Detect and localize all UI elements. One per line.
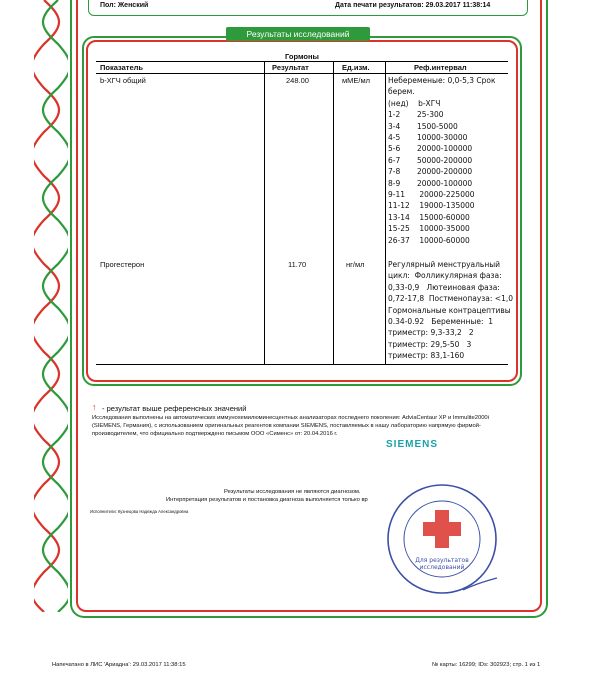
footer-printed: Напечатано в ЛИС 'Ариадна': 29.03.2017 11:38:15 [52, 662, 186, 668]
siemens-logo: SIEMENS [386, 439, 439, 450]
row-2-reference: Регулярный менструальный цикл: Фолликулярная фаза: 0,33-0,9 Лютеиновая фаза: 0,72-17,8 Постменопауза: <1,0 Гормональные контрацептивы 0.34-0.92 Беременные: 1 триместр: 9,3-33,2 2 триместр: 29,5-50 3 триместр: 83,1-160 [388, 260, 514, 361]
row-1-unit: мМЕ/мл [342, 76, 371, 85]
row-2-result: 11.70 [288, 260, 307, 269]
row-1-result: 248.00 [286, 76, 309, 85]
column-header-indicator: Показатель [100, 63, 144, 72]
row-1-reference: Небеременые: 0,0-5,3 Срок берем. (нед) b-ХГЧ 1-2 25-300 3-4 1500-5000 4-5 10000-30000 5-6 20000-100000 6-7 50000-200000 7-8 20000-200000 8-9 20000-100000 9-11 20000-225000 11-12 19000-135000 13-14 15000-60000 15-25 10000-35000 26-37 10000-60000 [388, 76, 496, 245]
column-header-result: Результат [272, 63, 309, 72]
disclaimer-line-2: Интерпретация результатов и постановка диагноза выполняется только вр [166, 497, 368, 503]
print-date: Дата печати результатов: 29.03.2017 11:38:14 [335, 2, 491, 9]
table-body [96, 74, 514, 365]
arrow-up-icon: ↑ [92, 402, 97, 412]
method-note: Исследования выполнены на автоматических иммунохемилюминесцентных анализаторах последнего поколения: AdviaCentaur XP и Immulite2000i (SIEMENS, Германия), с использованием оригинальных реагентов компании SIEMENS, поставляемых в нашу лабораторию напрямую фирмой-производителем, что официально подтверждено письмом ООО «Сименс» от: 20.04.2016 г. [92, 415, 489, 437]
footer-card-info: № карты: 16299; IDs: 302923; стр. 1 из 1 [432, 662, 541, 668]
decorative-chain-border [34, 0, 68, 612]
table-header [96, 61, 508, 74]
row-1-indicator: b-ХГЧ общий [100, 76, 146, 85]
row-2-unit: нг/мл [346, 260, 365, 269]
column-header-unit: Ед.изм. [342, 63, 370, 72]
patient-sex: Пол: Женский [100, 2, 149, 9]
table-group-title: Гормоны [285, 52, 319, 61]
row-2-indicator: Прогестерон [100, 260, 145, 269]
section-title: Результаты исследований [226, 27, 370, 41]
legend-text: - результат выше референсных значений [102, 404, 247, 413]
svg-text:исследований: исследований [419, 564, 465, 571]
svg-text:Для результатов: Для результатов [415, 557, 469, 564]
results-table [96, 52, 514, 365]
disclaimer-line-1: Результаты исследования не являются диагнозом. [224, 489, 361, 495]
column-header-reference: Реф.интервал [414, 63, 467, 72]
executor: Исполнители: Кузнецова Надежда Александровна [90, 509, 189, 514]
lab-stamp [385, 482, 499, 596]
